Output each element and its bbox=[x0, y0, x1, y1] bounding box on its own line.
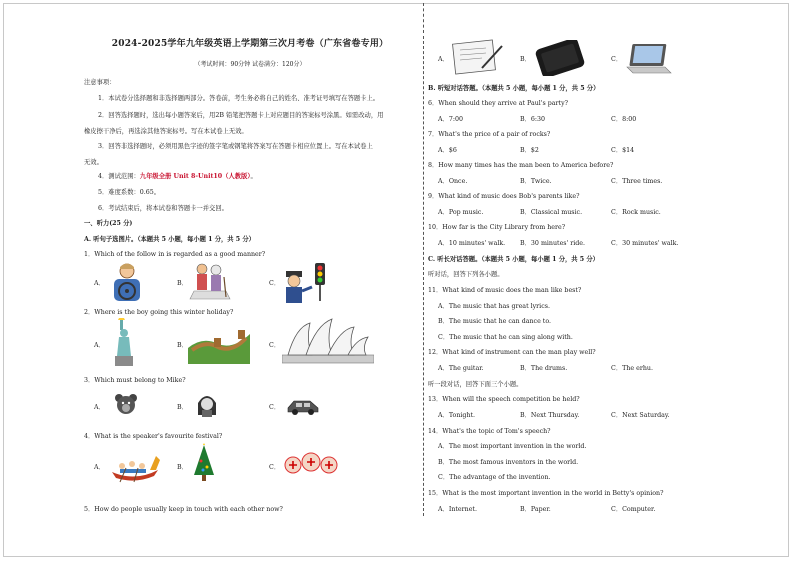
question-2: 2．Where is the boy going this winter holiday? bbox=[84, 309, 234, 316]
question-7: 7．What's the price of a pair of rocks? bbox=[428, 131, 551, 138]
q2-label-a: A． bbox=[94, 342, 105, 349]
q12-option-b: B．The drums. bbox=[520, 365, 568, 372]
test-scope: 九年级全册 Unit 8-Unit10（人教版） bbox=[139, 173, 251, 180]
note-6: 6．考试结束后，将本试卷和答题卡一并交回。 bbox=[98, 205, 228, 212]
q13-option-c: C．Next Saturday. bbox=[611, 412, 670, 419]
q15-option-b: B．Paper. bbox=[520, 506, 551, 513]
q5-label-b: B． bbox=[520, 56, 531, 63]
q9-option-b: B．Classical music. bbox=[520, 209, 583, 216]
question-4: 4．What is the speaker's favourite festival? bbox=[84, 433, 223, 440]
note-2a: 2．回答选择题时，选出每小题答案后，用2B 铅笔把答题卡上对应题目的答案标号涂黑。如需改动，用 bbox=[98, 112, 384, 119]
q3-label-c: C． bbox=[269, 404, 281, 411]
part-a-heading: A. 听句子选图片。（本题共 5 小题，每小题 1 分，共 5 分） bbox=[84, 236, 255, 243]
exam-info: （考试时间：90分钟 试卷满分：120分） bbox=[194, 61, 306, 68]
laptop-icon bbox=[625, 40, 673, 76]
column-divider-top bbox=[423, 3, 424, 33]
question-6: 6．When should they arrive at Paul's party? bbox=[428, 100, 569, 107]
q13-option-a: A．Tonight. bbox=[438, 412, 476, 419]
q7-option-c: C．$14 bbox=[611, 147, 635, 154]
q6-option-c: C．8:00 bbox=[611, 116, 637, 123]
note-4-prefix: 4．测试范围： bbox=[98, 173, 140, 180]
note-2b: 橡皮擦干净后，再选涂其他答案标号。写在本试卷上无效。 bbox=[84, 128, 248, 135]
q1-label-b: B． bbox=[177, 280, 188, 287]
question-8: 8．How many times has the man been to America before? bbox=[428, 162, 614, 169]
q12-option-a: A．The guitar. bbox=[438, 365, 484, 372]
q15-option-c: C．Computer. bbox=[611, 506, 656, 513]
q11-option-c: C．The music that he can sing along with. bbox=[438, 334, 573, 341]
column-divider bbox=[423, 36, 424, 516]
dialogue-intro-2: 听一段对话，回答下面三个小题。 bbox=[428, 381, 523, 388]
dialogue-intro-1: 听对话，回答下列各小题。 bbox=[428, 271, 504, 278]
lantern-festival-icon bbox=[284, 450, 338, 478]
q10-option-a: A．10 minutes' walk. bbox=[438, 240, 506, 247]
toy-car-icon bbox=[286, 396, 320, 416]
question-13: 13．When will the speech competition be held? bbox=[428, 396, 580, 403]
q8-option-c: C．Three times. bbox=[611, 178, 663, 185]
q6-option-b: B．6:30 bbox=[520, 116, 546, 123]
q9-option-c: C．Rock music. bbox=[611, 209, 661, 216]
q14-option-b: B．The most famous inventors in the world. bbox=[438, 459, 579, 466]
q14-option-c: C．The advantage of the invention. bbox=[438, 474, 551, 481]
q13-option-b: B．Next Thursday. bbox=[520, 412, 580, 419]
letter-writing-icon bbox=[452, 38, 504, 76]
part-b-heading: B. 听短对话答题。（本题共 5 小题，每小题 1 分，共 5 分） bbox=[428, 85, 600, 92]
q3-label-b: B． bbox=[177, 404, 188, 411]
q7-option-b: B．$2 bbox=[520, 147, 539, 154]
section-listening-heading: 一、听力(25 分) bbox=[84, 220, 133, 227]
question-9: 9．What kind of music does Bob's parents like? bbox=[428, 193, 580, 200]
traffic-police-icon bbox=[282, 259, 330, 303]
question-5: 5．How do people usually keep in touch with each other now? bbox=[84, 506, 283, 513]
page-title: 2024-2025学年九年级英语上学期第三次月考卷（广东省卷专用） bbox=[111, 39, 389, 49]
question-11: 11．What kind of music does the man like best? bbox=[428, 287, 582, 294]
note-3a: 3．回答非选择题时，必须用黑色字迹的签字笔或钢笔将答案写在答题卡相应位置上。写在本试卷上 bbox=[98, 143, 373, 150]
q4-label-c: C． bbox=[269, 464, 281, 471]
great-wall-icon bbox=[188, 320, 250, 364]
q5-label-c: C． bbox=[611, 56, 623, 63]
q5-label-a: A． bbox=[438, 56, 449, 63]
helping-elderly-icon bbox=[188, 261, 232, 303]
teddy-bear-icon bbox=[114, 393, 138, 417]
question-10: 10．How far is the City Library from here? bbox=[428, 224, 566, 231]
part-c-heading: C. 听长对话答题。（本题共 5 小题，每小题 1 分，共 5 分） bbox=[428, 256, 599, 263]
note-5: 5．难度系数：0.65。 bbox=[98, 189, 161, 196]
smartphone-icon bbox=[534, 40, 586, 76]
question-3: 3．Which must belong to Mike? bbox=[84, 377, 186, 384]
question-12: 12．What kind of instrument can the man play well? bbox=[428, 349, 596, 356]
q12-option-c: C．The erhu. bbox=[611, 365, 653, 372]
q8-option-b: B．Twice. bbox=[520, 178, 552, 185]
christmas-tree-icon bbox=[192, 443, 216, 483]
notes-heading: 注意事项： bbox=[84, 79, 116, 86]
q6-option-a: A．7:00 bbox=[438, 116, 463, 123]
q1-label-a: A． bbox=[94, 280, 105, 287]
q7-option-a: A．$6 bbox=[438, 147, 457, 154]
q3-label-a: A． bbox=[94, 404, 105, 411]
question-15: 15．What is the most important invention in the world in Betty's opinion? bbox=[428, 490, 664, 497]
q1-label-c: C． bbox=[269, 280, 281, 287]
q9-option-a: A．Pop music. bbox=[438, 209, 484, 216]
q11-option-a: A．The music that has great lyrics. bbox=[438, 303, 550, 310]
q8-option-a: A．Once. bbox=[438, 178, 468, 185]
question-1: 1．Which of the follow in is regarded as a good manner? bbox=[84, 251, 266, 258]
q10-option-c: C．30 minutes' walk. bbox=[611, 240, 679, 247]
q15-option-a: A．Internet. bbox=[438, 506, 477, 513]
question-14: 14．What's the topic of Tom's speech? bbox=[428, 428, 551, 435]
note-4-suffix: 。 bbox=[250, 173, 257, 180]
statue-of-liberty-icon bbox=[110, 318, 138, 368]
note-4 bbox=[98, 172, 257, 181]
q2-label-b: B． bbox=[177, 342, 188, 349]
q14-option-a: A．The most important invention in the world. bbox=[438, 443, 587, 450]
q11-option-b: B．The music that he can dance to. bbox=[438, 318, 552, 325]
note-3b: 无效。 bbox=[84, 159, 103, 166]
driver-icon bbox=[108, 261, 146, 303]
q4-label-a: A． bbox=[94, 464, 105, 471]
doll-icon bbox=[196, 393, 218, 417]
q10-option-b: B．30 minutes' ride. bbox=[520, 240, 586, 247]
q2-label-c: C． bbox=[269, 342, 281, 349]
dragon-boat-icon bbox=[110, 446, 160, 484]
sydney-opera-house-icon bbox=[282, 317, 374, 365]
note-1: 1．本试卷分选择题和非选择题两部分。答卷前，考生务必将自己的姓名、准考证号填写在答题卡上。 bbox=[98, 95, 380, 102]
q4-label-b: B． bbox=[177, 464, 188, 471]
